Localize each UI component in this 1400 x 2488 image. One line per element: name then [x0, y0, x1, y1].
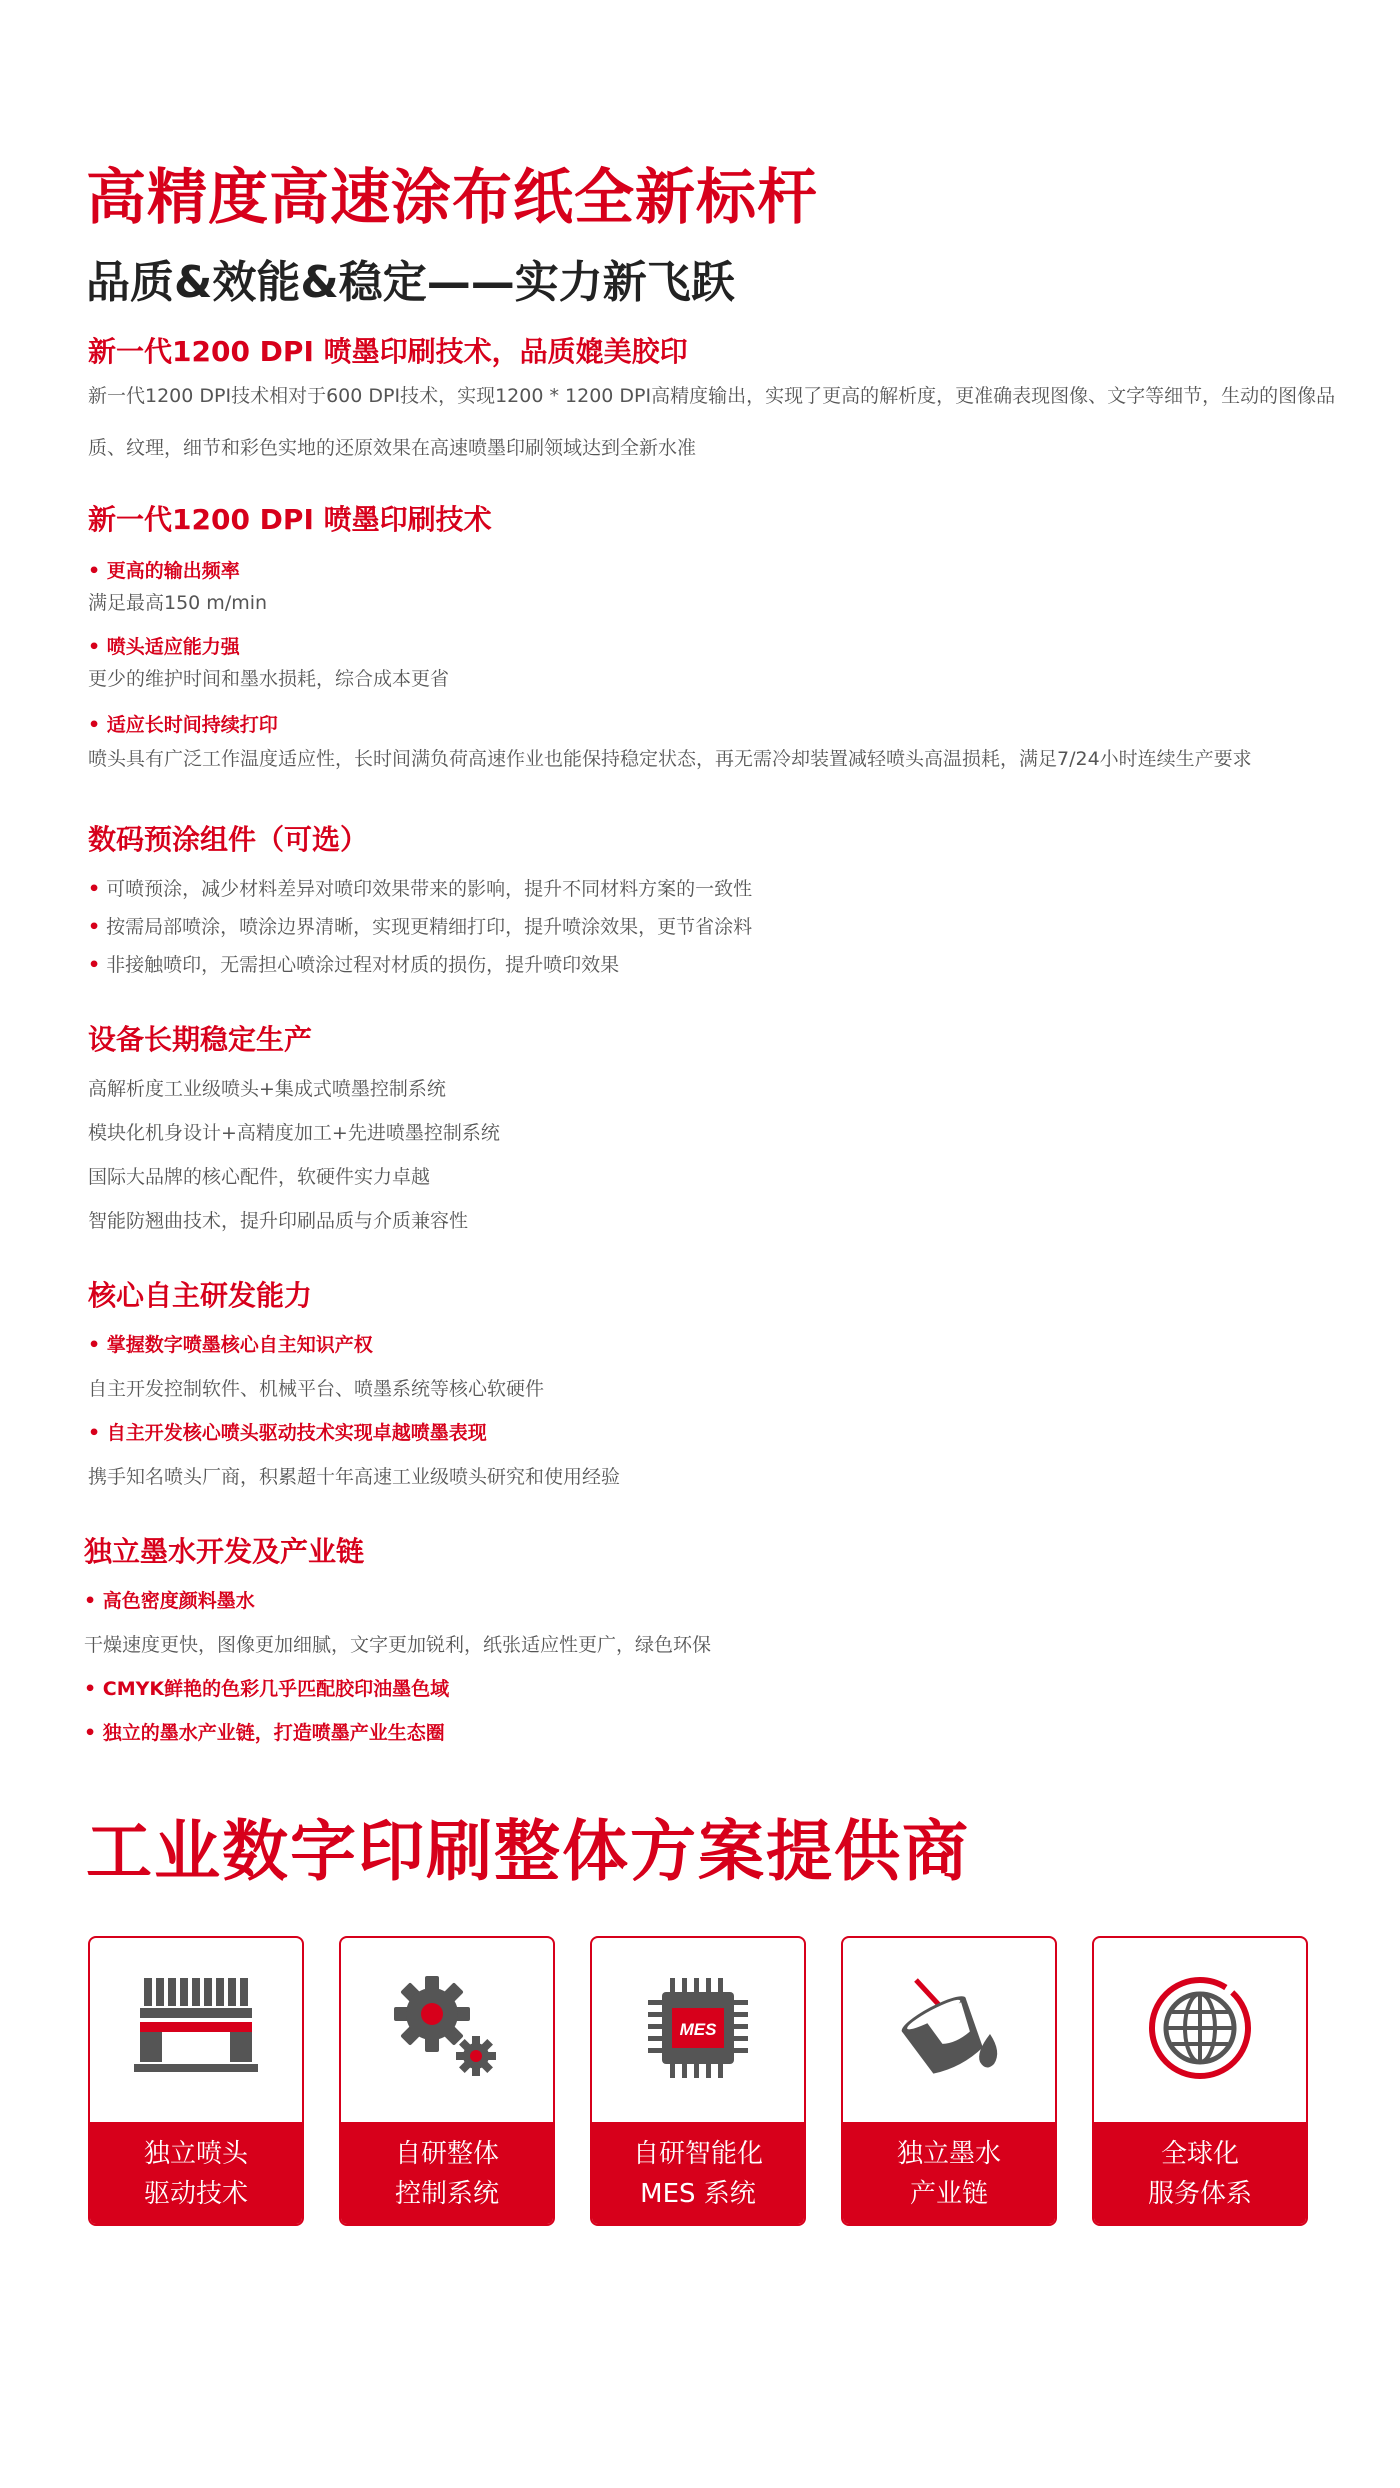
list-item: 智能防翘曲技术，提升印刷品质与介质兼容性 — [88, 1210, 469, 1232]
list-item: 模块化机身设计+高精度加工+先进喷墨控制系统 — [88, 1122, 500, 1144]
section-heading-ink: 独立墨水开发及产业链 — [84, 1535, 365, 1568]
feature-text: 自主开发控制软件、机械平台、喷墨系统等核心软硬件 — [88, 1378, 545, 1400]
card-label-line1: 独立喷头 — [143, 2139, 248, 2169]
feature-title: • 喷头适应能力强 — [88, 636, 240, 658]
feature-title: • CMYK鲜艳的色彩几乎匹配胶印油墨色域 — [84, 1678, 450, 1700]
section-heading-precoat: 数码预涂组件（可选） — [88, 823, 369, 856]
solution-card-control-system — [339, 1936, 555, 2226]
feature-text: 满足最高150 m/min — [88, 592, 268, 614]
card-icon-area — [1094, 1938, 1306, 2122]
list-item: • 按需局部喷涂，喷涂边界清晰，实现更精细打印，提升喷涂效果，更节省涂料 — [88, 916, 753, 938]
section-paragraph-1200dpi: 新一代1200 DPI技术相对于600 DPI技术，实现1200 * 1200 DPI高精度输出，实现了更高的解析度，更准确表现图像、文字等细节，生动的图像品质、纹理，细节和彩色实地的还原效果在高速喷墨印刷领域达到全新水准 — [88, 385, 1336, 459]
solution-cards — [88, 1936, 1310, 2230]
card-label — [592, 2122, 804, 2226]
page-subtitle: 品质&效能&稳定——实力新飞跃 — [86, 257, 735, 308]
card-label-line2: MES 系统 — [640, 2179, 756, 2209]
feature-title: • 高色密度颜料墨水 — [84, 1590, 255, 1612]
card-icon-area — [341, 1938, 553, 2122]
solutions-title: 工业数字印刷整体方案提供商 — [86, 1813, 970, 1890]
list-item-text: 非接触喷印，无需担心喷涂过程对材质的损伤，提升喷印效果 — [106, 954, 620, 976]
gears-icon — [392, 1976, 502, 2086]
mes-chip-icon — [646, 1976, 750, 2080]
card-label-line1: 自研智能化 — [632, 2139, 763, 2169]
card-label — [341, 2122, 553, 2226]
list-item: • 非接触喷印，无需担心喷涂过程对材质的损伤，提升喷印效果 — [88, 954, 620, 976]
solution-card-mes — [590, 1936, 806, 2226]
ink-bucket-icon — [894, 1976, 1004, 2076]
feature-text: 干燥速度更快，图像更加细腻，文字更加锐利，纸张适应性更广，绿色环保 — [84, 1634, 712, 1656]
globe-icon — [1148, 1976, 1252, 2080]
card-label-line1: 独立墨水 — [896, 2139, 1001, 2169]
feature-text: 携手知名喷头厂商，积累超十年高速工业级喷头研究和使用经验 — [88, 1466, 621, 1488]
card-label-line2: 驱动技术 — [143, 2179, 248, 2209]
card-label-line2: 控制系统 — [394, 2179, 499, 2209]
mes-chip-text: MES — [679, 2020, 717, 2039]
card-icon-area — [843, 1938, 1055, 2122]
list-item: 高解析度工业级喷头+集成式喷墨控制系统 — [88, 1078, 446, 1100]
feature-title: • 独立的墨水产业链，打造喷墨产业生态圈 — [84, 1722, 445, 1744]
card-label-line2: 产业链 — [909, 2179, 988, 2209]
card-label — [843, 2122, 1055, 2226]
solution-card-printhead — [88, 1936, 304, 2226]
list-item-text: 按需局部喷涂，喷涂边界清晰，实现更精细打印，提升喷涂效果，更节省涂料 — [106, 916, 753, 938]
feature-title: • 掌握数字喷墨核心自主知识产权 — [88, 1334, 373, 1356]
list-item: • 可喷预涂，减少材料差异对喷印效果带来的影响，提升不同材料方案的一致性 — [88, 878, 753, 900]
section-heading-stable-production: 设备长期稳定生产 — [88, 1023, 313, 1056]
feature-title: • 更高的输出频率 — [88, 560, 240, 582]
solution-card-global-service — [1092, 1936, 1308, 2226]
feature-title: • 自主开发核心喷头驱动技术实现卓越喷墨表现 — [88, 1422, 487, 1444]
section-heading-1200dpi-quality: 新一代1200 DPI 喷墨印刷技术，品质媲美胶印 — [88, 335, 688, 368]
card-label — [90, 2122, 302, 2226]
solution-card-ink — [841, 1936, 1057, 2226]
feature-text: 喷头具有广泛工作温度适应性，长时间满负荷高速作业也能保持稳定状态，再无需冷却装置减轻喷头高温损耗，满足7/24小时连续生产要求 — [88, 748, 1252, 770]
printhead-icon — [134, 1976, 258, 2076]
card-icon-area — [90, 1938, 302, 2122]
section-heading-rd: 核心自主研发能力 — [88, 1279, 313, 1312]
card-label-line2: 服务体系 — [1147, 2179, 1252, 2209]
section-heading-1200dpi-tech: 新一代1200 DPI 喷墨印刷技术 — [88, 503, 492, 536]
card-label — [1094, 2122, 1306, 2226]
feature-title: • 适应长时间持续打印 — [88, 714, 278, 736]
list-item: 国际大品牌的核心配件，软硬件实力卓越 — [88, 1166, 431, 1188]
page-title: 高精度高速涂布纸全新标杆 — [86, 163, 818, 233]
card-icon-area — [592, 1938, 804, 2122]
feature-text: 更少的维护时间和墨水损耗，综合成本更省 — [88, 668, 450, 690]
card-label-line1: 全球化 — [1160, 2139, 1239, 2169]
list-item-text: 可喷预涂，减少材料差异对喷印效果带来的影响，提升不同材料方案的一致性 — [106, 878, 753, 900]
card-label-line1: 自研整体 — [394, 2139, 499, 2169]
